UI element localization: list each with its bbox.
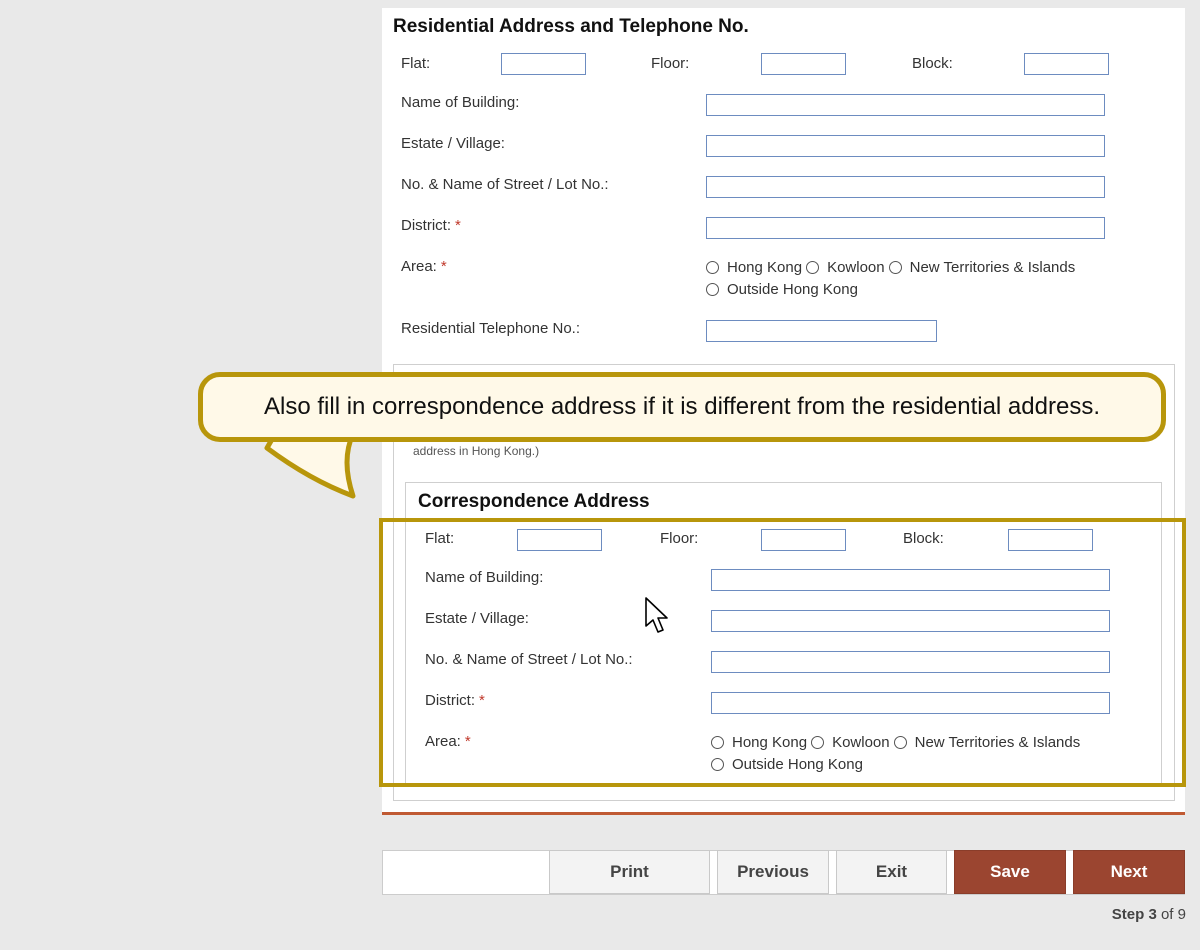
corr-district-label: District: * <box>425 692 485 709</box>
res-floor-input[interactable] <box>761 53 846 75</box>
res-area-new-territories[interactable]: New Territories & Islands <box>889 259 1076 276</box>
res-block-label: Block: <box>912 55 953 72</box>
save-button[interactable]: Save <box>954 850 1066 894</box>
step-label: Step <box>1111 906 1145 923</box>
corr-flat-label: Flat: <box>425 530 455 547</box>
res-street-label: No. & Name of Street / Lot No.: <box>401 176 609 193</box>
callout-bubble <box>198 372 1166 442</box>
corr-area-hong-kong[interactable]: Hong Kong <box>711 734 807 751</box>
divider-line <box>382 812 1185 815</box>
res-district-input[interactable] <box>706 217 1105 239</box>
res-estate-input[interactable] <box>706 135 1105 157</box>
res-tel-label: Residential Telephone No.: <box>401 320 581 337</box>
mouse-cursor-icon <box>644 596 670 636</box>
previous-button[interactable]: Previous <box>717 850 829 894</box>
res-block-input[interactable] <box>1024 53 1109 75</box>
correspondence-note: address in Hong Kong.) <box>413 444 540 458</box>
res-flat-label: Flat: <box>401 55 431 72</box>
res-area-kowloon[interactable]: Kowloon <box>806 259 885 276</box>
step-indicator <box>1112 906 1186 923</box>
res-tel-input[interactable] <box>706 320 937 342</box>
radio-icon[interactable] <box>806 261 819 274</box>
res-area-radio-group <box>706 259 1079 276</box>
res-floor-label: Floor: <box>651 55 690 72</box>
step-current: 3 <box>1148 906 1157 923</box>
print-button[interactable]: Print <box>549 850 710 894</box>
next-button[interactable]: Next <box>1073 850 1185 894</box>
correspondence-section-title: Correspondence Address <box>418 491 650 512</box>
corr-area-outside-hk[interactable]: Outside Hong Kong <box>711 756 863 773</box>
res-building-input[interactable] <box>706 94 1105 116</box>
res-street-input[interactable] <box>706 176 1105 198</box>
res-area-hong-kong[interactable]: Hong Kong <box>706 259 802 276</box>
required-mark: * <box>464 733 471 750</box>
radio-icon[interactable] <box>706 283 719 296</box>
corr-floor-label: Floor: <box>660 530 699 547</box>
res-district-label: District: * <box>401 217 461 234</box>
radio-icon[interactable] <box>706 261 719 274</box>
res-area-label: Area: * <box>401 258 447 275</box>
corr-street-label: No. & Name of Street / Lot No.: <box>425 651 633 668</box>
res-estate-label: Estate / Village: <box>401 135 505 152</box>
highlight-frame <box>379 518 1186 787</box>
exit-button[interactable]: Exit <box>836 850 947 894</box>
callout-text: Also fill in correspondence address if it is different from the residential address. <box>264 393 1100 420</box>
corr-area-label: Area: * <box>425 733 471 750</box>
radio-icon[interactable] <box>889 261 902 274</box>
residential-section-title: Residential Address and Telephone No. <box>393 16 749 37</box>
required-mark: * <box>455 217 461 234</box>
required-mark: * <box>440 258 447 275</box>
step-of: of <box>1160 906 1174 923</box>
res-area-outside-hk[interactable]: Outside Hong Kong <box>706 281 858 298</box>
res-area-radio-group-2 <box>706 281 862 298</box>
corr-block-label: Block: <box>903 530 944 547</box>
res-building-label: Name of Building: <box>401 94 520 111</box>
required-mark: * <box>479 692 485 709</box>
res-flat-input[interactable] <box>501 53 586 75</box>
corr-estate-label: Estate / Village: <box>425 610 529 627</box>
step-total: 9 <box>1177 906 1186 923</box>
corr-area-new-territories[interactable]: New Territories & Islands <box>894 734 1081 751</box>
corr-building-label: Name of Building: <box>425 569 544 586</box>
corr-area-kowloon[interactable]: Kowloon <box>811 734 890 751</box>
